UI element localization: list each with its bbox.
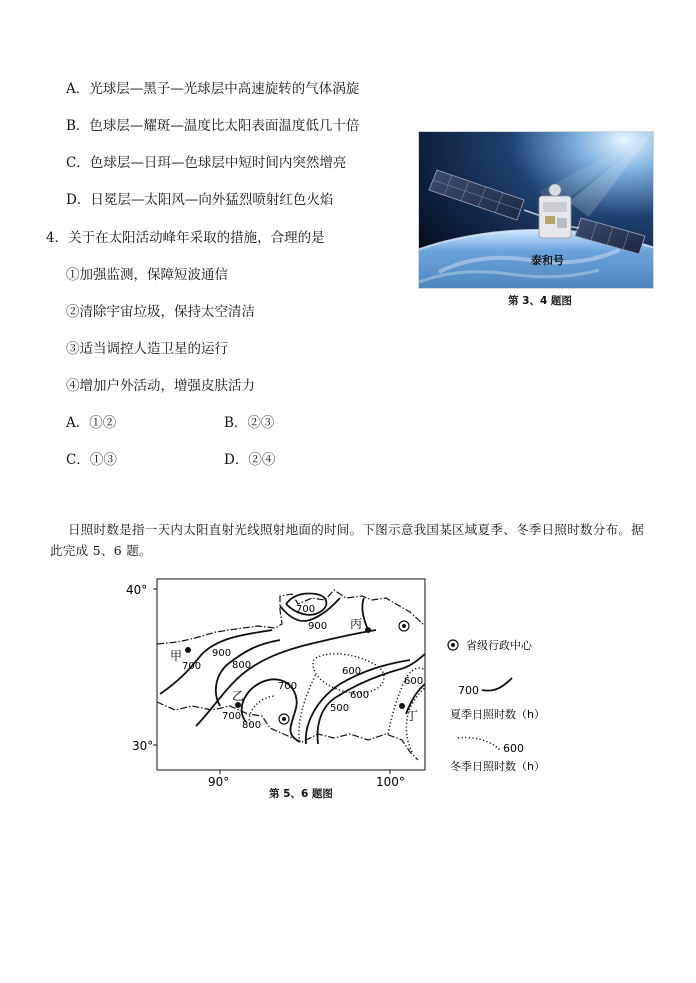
legend-summer-label: 夏季日照时数（h）	[450, 708, 545, 721]
q3-option-a: A．光球层—黑子—光球层中高速旋转的气体涡旋	[66, 81, 360, 97]
legend-winter-line	[458, 738, 500, 751]
contour-label-700-north: 700	[296, 604, 316, 615]
contour-label-800-west: 800	[232, 660, 252, 671]
capital-icon-south	[279, 714, 289, 724]
legend-winter-label: 冬季日照时数（h）	[450, 760, 545, 773]
q4-item-2: ②清除宇宙垃圾，保持太空清洁	[66, 304, 255, 320]
place-jia-dot	[185, 647, 191, 653]
contour-label-700-center: 700	[278, 681, 298, 692]
intro-paragraph: 日照时数是指一天内太阳直射光线照射地面的时间。下图示意我国某区域夏季、冬季日照时数分布。据此完成 5、6 题。	[50, 522, 645, 558]
contour-label-900-north: 900	[308, 621, 328, 632]
place-ding-dot	[399, 703, 405, 709]
legend-winter-value: 600	[503, 742, 524, 755]
place-yi-label: 乙	[232, 689, 245, 703]
legend-summer-value: 700	[458, 684, 479, 697]
place-jia-label: 甲	[170, 649, 183, 663]
q4-option-c: C．①③	[66, 452, 117, 468]
q4-stem: 4．关于在太阳活动峰年采取的措施，合理的是	[46, 230, 325, 246]
q4-option-b: B．②③	[224, 415, 275, 431]
q4-item-1: ①加强监测，保障短波通信	[66, 267, 228, 283]
legend-capital	[448, 638, 533, 652]
lon-label-100: 100°	[376, 775, 405, 789]
legend-winter	[450, 738, 545, 774]
legend-summer	[450, 678, 545, 721]
satellite-figure	[418, 131, 654, 289]
contour-label-600-center: 600	[342, 666, 362, 677]
legend-summer-line	[482, 678, 512, 691]
contour-label-600-lower: 600	[350, 690, 370, 701]
lat-label-40: 40°	[126, 583, 148, 597]
q4-option-a: A．①②	[66, 415, 117, 431]
q3-option-b: B．色球层—耀斑—温度比太阳表面温度低几十倍	[66, 118, 360, 134]
satellite-label: 泰和号	[531, 254, 564, 267]
lon-label-90: 90°	[208, 775, 230, 789]
contour-label-800-south: 800	[242, 720, 262, 731]
lat-label-30: 30°	[132, 739, 154, 753]
q3-option-d: D．日冕层—太阳风—向外猛烈喷射红色火焰	[66, 192, 334, 208]
map-caption: 第 5、6 题图	[269, 788, 333, 800]
sunshine-map-figure	[120, 574, 560, 796]
province-boundary-south	[157, 702, 418, 760]
contour-label-700-south: 700	[222, 711, 242, 722]
sunshine-map	[120, 574, 560, 796]
summer-isoline-600	[318, 654, 425, 744]
summer-isoline-north-east	[362, 598, 368, 630]
place-ding-label: 丁	[406, 709, 419, 723]
q4-item-4: ④增加户外活动，增强皮肤活力	[66, 378, 255, 394]
contour-label-900-west: 900	[212, 648, 232, 659]
place-bing-label: 丙	[350, 617, 363, 631]
q4-item-3: ③适当调控人造卫星的运行	[66, 341, 228, 357]
satellite-caption: 第 3、4 题图	[508, 295, 572, 307]
contour-label-500: 500	[330, 703, 350, 714]
place-bing-dot	[365, 627, 371, 633]
q4-option-d: D．②④	[224, 452, 276, 468]
contour-label-700-west: 700	[182, 661, 202, 672]
contour-label-600-east: 600	[404, 676, 424, 687]
capital-icon-north	[399, 621, 409, 631]
winter-isoline-west	[299, 674, 316, 742]
legend-capital-label: 省级行政中心	[466, 639, 532, 652]
q3-option-c: C．色球层—日珥—色球层中短时间内突然增亮	[66, 155, 347, 171]
